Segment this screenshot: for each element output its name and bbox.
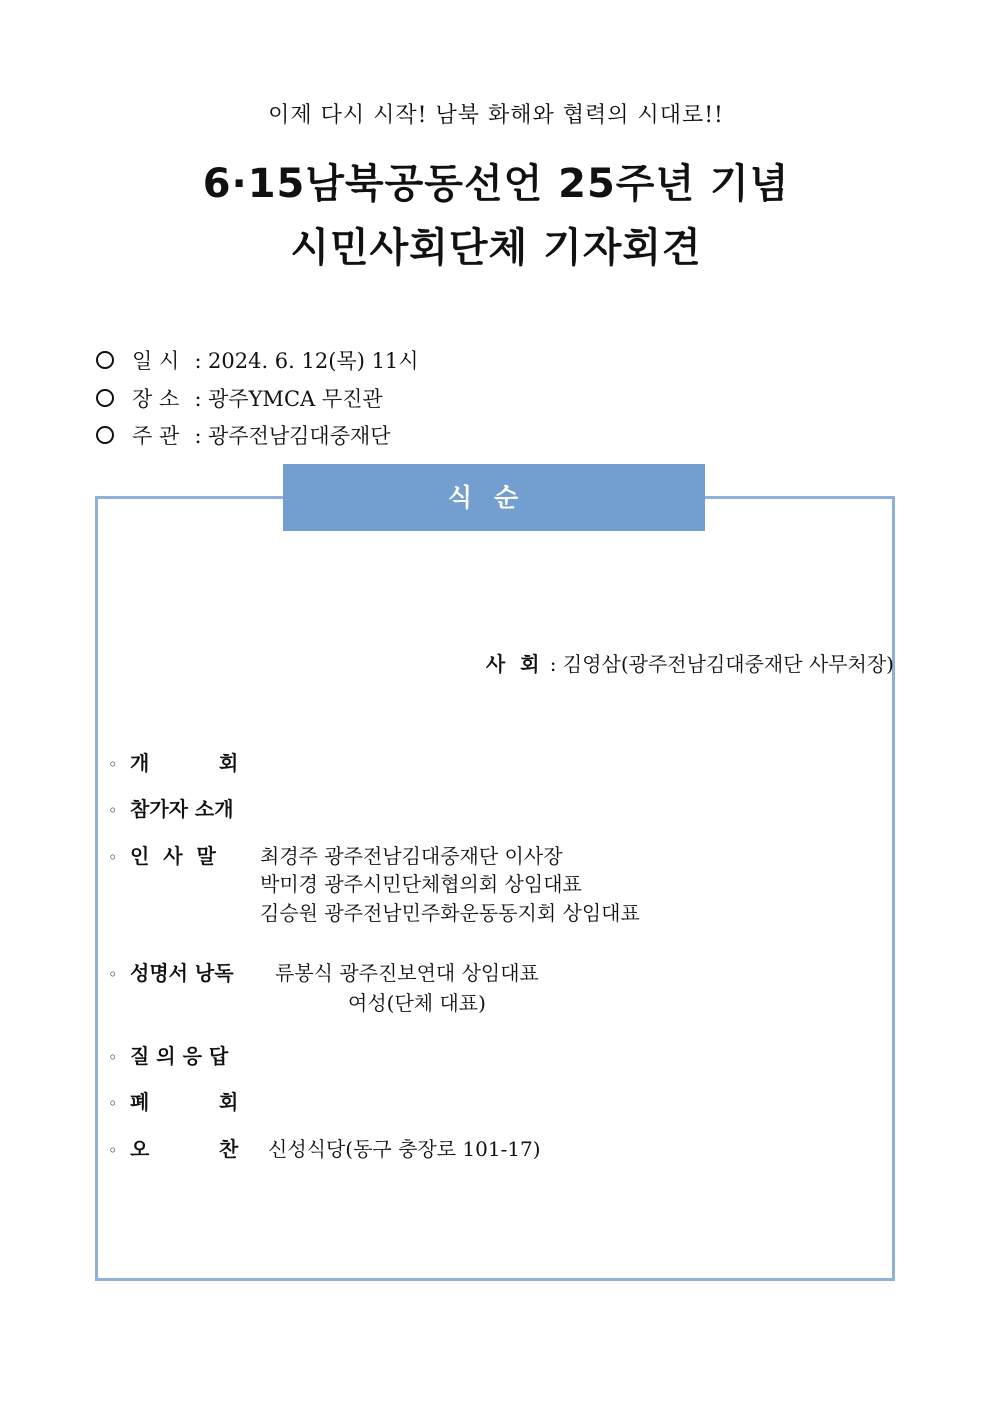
speaker-line: 박미경 광주시민단체협의회 상임대표 [260, 872, 582, 896]
bullet: ◦ [108, 1094, 118, 1113]
circle-bullet-icon [96, 351, 114, 369]
bullet: ◦ [108, 1141, 118, 1160]
title-line-2: 시민사회단체 기자회견 [290, 225, 702, 271]
mc-line: 사 회 : 김영삼(광주전남김대중재단 사무처장) [485, 652, 894, 676]
program-item-lunch [108, 1134, 541, 1164]
mc-label: 사 회 [485, 652, 544, 676]
info-label: 주 관 [132, 424, 180, 448]
item-label: 질 의 응 답 [130, 1044, 229, 1068]
bullet: ◦ [108, 848, 118, 867]
info-value: 광주전남김대중재단 [208, 424, 391, 448]
subtitle: 이제 다시 시작! 남북 화해와 협력의 시대로!! [268, 103, 724, 128]
program-item-qa [108, 1041, 228, 1071]
info-label: 일 시 [132, 349, 180, 373]
item-label: 인 사 말 [130, 844, 216, 868]
info-host: 주 관 : 광주전남김대중재단 [96, 421, 391, 451]
program-header: 식순 [283, 464, 705, 531]
mc-value: 김영삼(광주전남김대중재단 사무처장) [562, 652, 894, 676]
circle-bullet-icon [96, 389, 114, 407]
title-line-1: 6·15남북공동선언 25주년 기념 [202, 161, 790, 207]
program-item-greetings [108, 841, 563, 871]
bullet: ◦ [108, 801, 118, 820]
item-label: 폐 회 [130, 1090, 239, 1114]
info-location: 장 소 : 광주YMCA 무진관 [96, 384, 383, 414]
info-value: 광주YMCA 무진관 [208, 387, 383, 411]
info-value: 2024. 6. 12(목) 11시 [208, 349, 419, 373]
item-label: 오 찬 [130, 1137, 239, 1161]
info-datetime: 일 시 : 2024. 6. 12(목) 11시 [96, 346, 419, 376]
speaker-line: 류봉식 광주진보연대 상임대표 [275, 961, 539, 985]
info-label: 장 소 [132, 387, 180, 411]
speaker-line: 김승원 광주전남민주화운동동지회 상임대표 [260, 901, 640, 925]
program-item-intro [108, 794, 234, 824]
item-label: 개 회 [130, 751, 239, 775]
program-item-statement [108, 958, 539, 988]
bullet: ◦ [108, 1048, 118, 1067]
item-label: 참가자 소개 [130, 797, 234, 821]
item-label: 성명서 낭독 [130, 961, 234, 985]
lunch-venue: 신성식당(동구 충장로 101-17) [268, 1137, 541, 1161]
bullet: ◦ [108, 965, 118, 984]
circle-bullet-icon [96, 426, 114, 444]
bullet: ◦ [108, 755, 118, 774]
program-item-opening [108, 748, 238, 778]
speaker-line: 여성(단체 대표) [348, 991, 486, 1015]
program-item-closing [108, 1087, 238, 1117]
speaker-line: 최경주 광주전남김대중재단 이사장 [260, 844, 563, 868]
